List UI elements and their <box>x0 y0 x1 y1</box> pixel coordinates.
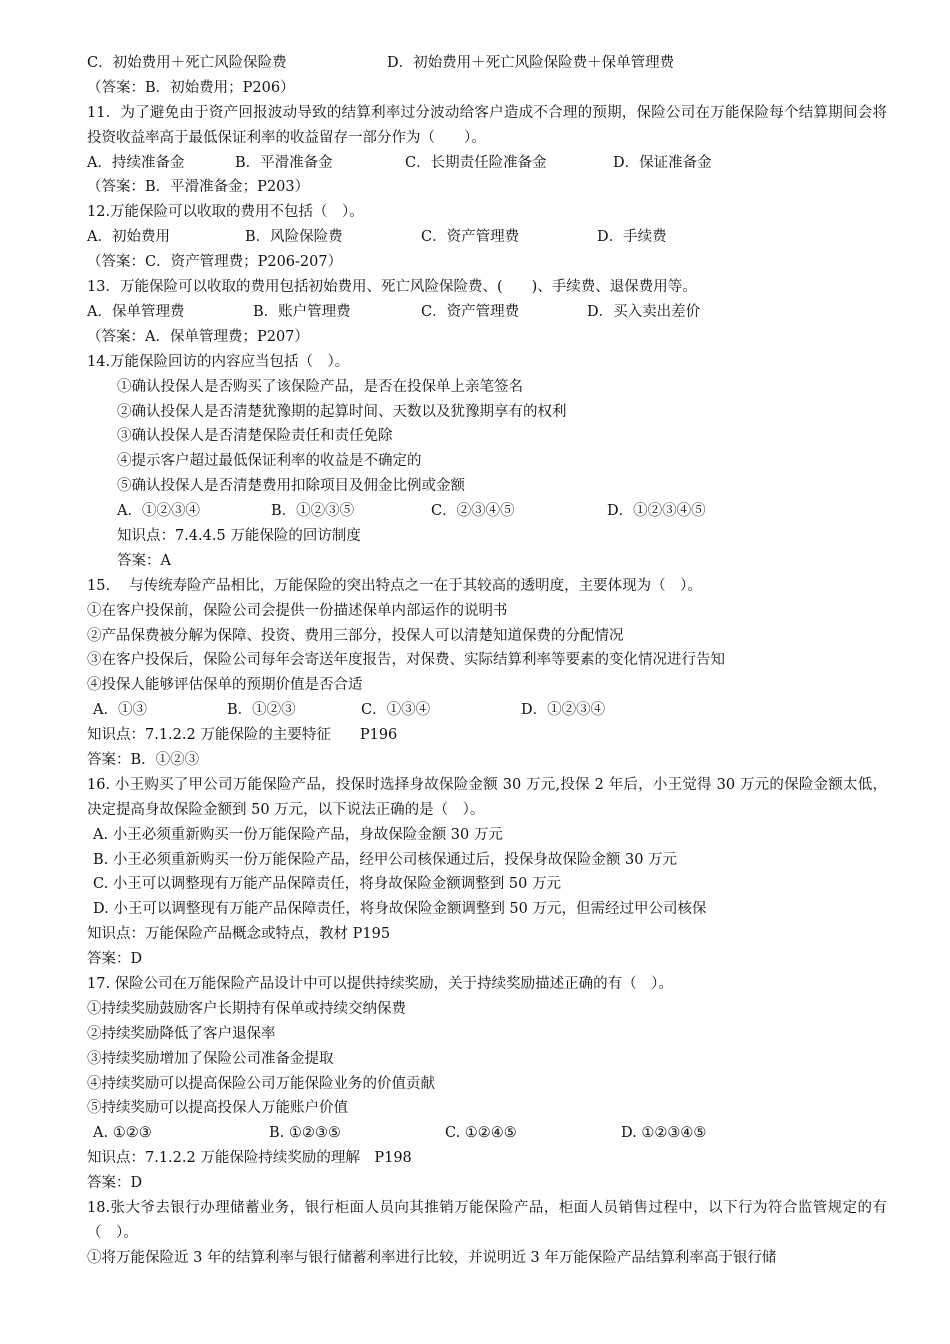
option-d: D．①②③④⑤ <box>607 503 706 520</box>
options-row <box>87 51 887 76</box>
knowledge-point: 知识点：7.1.2.2 万能保险的主要特征 P196 <box>87 727 398 744</box>
option-b: B. ①②③⑤ <box>269 1125 341 1142</box>
option-c: C．②③④⑤ <box>431 503 515 520</box>
answer-line: （答案：A．保单管理费；P207） <box>87 328 309 345</box>
answer-line: 答案：D <box>87 1175 143 1192</box>
option-d: D．①②③④ <box>521 702 606 719</box>
option-b: B．①②③ <box>227 702 296 719</box>
statement-1: ①在客户投保前，保险公司会提供一份描述保单内部运作的说明书 <box>87 602 508 619</box>
statement-2: ②确认投保人是否清楚犹豫期的起算时间、天数以及犹豫期享有的权利 <box>117 403 567 420</box>
statement-1: ①持续奖励鼓励客户长期持有保单或持续交纳保费 <box>87 1000 406 1017</box>
options-row <box>87 151 887 176</box>
option-b: B．风险保险费 <box>245 229 343 246</box>
options-row <box>87 698 887 723</box>
option-b: B．①②③⑤ <box>271 503 355 520</box>
option-c: C．初始费用＋死亡风险保险费 <box>87 55 287 71</box>
answer-line: 答案：B．①②③ <box>87 751 200 768</box>
question-16: 16. 小王购买了甲公司万能保险产品，投保时选择身故保险金额 30 万元,投保 2 年后，小王觉得 30 万元的保险金额太低，决定提高身故保险金额到 50 万元，以下说法正确的是（ ）。 <box>87 776 887 818</box>
question-17: 17. 保险公司在万能保险产品设计中可以提供持续奖励，关于持续奖励描述正确的有（ ）。 <box>87 976 673 993</box>
options-row <box>87 1121 887 1146</box>
statement-4: ④提示客户超过最低保证利率的收益是不确定的 <box>117 453 422 470</box>
question-18: 18.张大爷去银行办理储蓄业务，银行柜面人员向其推销万能保险产品，柜面人员销售过程中，以下行为符合监管规定的有（ ）。 <box>87 1200 887 1241</box>
option-d: D. ①②③④⑤ <box>621 1125 707 1142</box>
statement-4: ④持续奖励可以提高保险公司万能保险业务的价值贡献 <box>87 1075 435 1092</box>
option-a: A. ①②③ <box>93 1125 152 1142</box>
statement-4: ④投保人能够评估保单的预期价值是否合适 <box>87 677 363 694</box>
options-row <box>87 499 887 524</box>
question-12: 12.万能保险可以收取的费用不包括（ ）。 <box>87 204 364 221</box>
statement-3: ③持续奖励增加了保险公司准备金提取 <box>87 1050 334 1067</box>
statement-1: ①将万能保险近 3 年的结算利率与银行储蓄利率进行比较，并说明近 3 年万能保险产品结算利率高于银行储 <box>87 1249 777 1266</box>
answer-line: （答案：C．资产管理费；P206-207） <box>87 254 343 271</box>
option-b: B. 小王必须重新购买一份万能保险产品，经甲公司核保通过后，投保身故保险金额 30 万元 <box>93 851 678 868</box>
option-d: D．买入卖出差价 <box>587 303 701 320</box>
option-a: A．①②③④ <box>117 503 200 520</box>
statement-1: ①确认投保人是否购买了该保险产品，是否在投保单上亲笔签名 <box>117 378 523 395</box>
answer-line: 答案：D <box>87 951 143 968</box>
answer-line: （答案：B．初始费用；P206） <box>87 79 295 96</box>
statement-2: ②持续奖励降低了客户退保率 <box>87 1025 276 1042</box>
options-row <box>87 300 887 325</box>
options-row <box>87 225 887 250</box>
knowledge-point: 知识点：万能保险产品概念或特点，教材 P195 <box>87 926 391 943</box>
option-c: C．长期责任险准备金 <box>405 154 547 171</box>
question-13: 13．万能保险可以收取的费用包括初始费用、死亡风险保险费、( )、手续费、退保费用等。 <box>87 279 697 296</box>
option-c: C．资产管理费 <box>421 303 520 320</box>
statement-5: ⑤持续奖励可以提高投保人万能账户价值 <box>87 1100 348 1117</box>
question-14: 14.万能保险回访的内容应当包括（ ）。 <box>87 353 350 370</box>
option-a: A．①③ <box>93 702 147 719</box>
option-a: A．保单管理费 <box>87 303 185 320</box>
answer-line: （答案：B．平滑准备金；P203） <box>87 179 310 196</box>
statement-3: ③在客户投保后，保险公司每年会寄送年度报告，对保费、实际结算利率等要素的变化情况进行告知 <box>87 652 725 669</box>
option-c: C. ①②④⑤ <box>445 1125 517 1142</box>
option-d: D．手续费 <box>597 229 667 246</box>
statement-5: ⑤确认投保人是否清楚费用扣除项目及佣金比例或金额 <box>117 478 465 495</box>
option-b: B．平滑准备金 <box>235 154 333 171</box>
option-b: B．账户管理费 <box>253 303 351 320</box>
document-page <box>87 51 887 1271</box>
option-d: D. 小王可以调整现有万能产品保障责任，将身故保险金额调整到 50 万元，但需经过甲公司核保 <box>93 901 707 918</box>
statement-3: ③确认投保人是否清楚保险责任和责任免除 <box>117 428 393 445</box>
option-a: A．持续准备金 <box>87 154 185 171</box>
option-c: C．①③④ <box>361 702 431 719</box>
option-c: C．资产管理费 <box>421 229 520 246</box>
question-15: 15. 与传统寿险产品相比，万能保险的突出特点之一在于其较高的透明度，主要体现为（ ）。 <box>87 577 702 594</box>
question-11: 11．为了避免由于资产回报波动导致的结算利率过分波动给客户造成不合理的预期，保险公司在万能保险每个结算期间会将投资收益率高于最低保证利率的收益留存一部分作为（ ）。 <box>87 104 887 146</box>
option-a: A．初始费用 <box>87 229 170 246</box>
knowledge-point: 知识点：7.4.4.5 万能保险的回访制度 <box>117 527 361 544</box>
option-a: A. 小王必须重新购买一份万能保险产品，身故保险金额 30 万元 <box>93 826 503 843</box>
option-d: D．保证准备金 <box>613 154 712 171</box>
statement-2: ②产品保费被分解为保障、投资、费用三部分，投保人可以清楚知道保费的分配情况 <box>87 627 624 644</box>
knowledge-point: 知识点：7.1.2.2 万能保险持续奖励的理解 P198 <box>87 1150 412 1167</box>
answer-line: 答案：A <box>117 552 171 569</box>
option-c: C. 小王可以调整现有万能产品保障责任，将身故保险金额调整到 50 万元 <box>93 876 561 893</box>
option-d: D．初始费用＋死亡风险保险费＋保单管理费 <box>387 55 675 71</box>
